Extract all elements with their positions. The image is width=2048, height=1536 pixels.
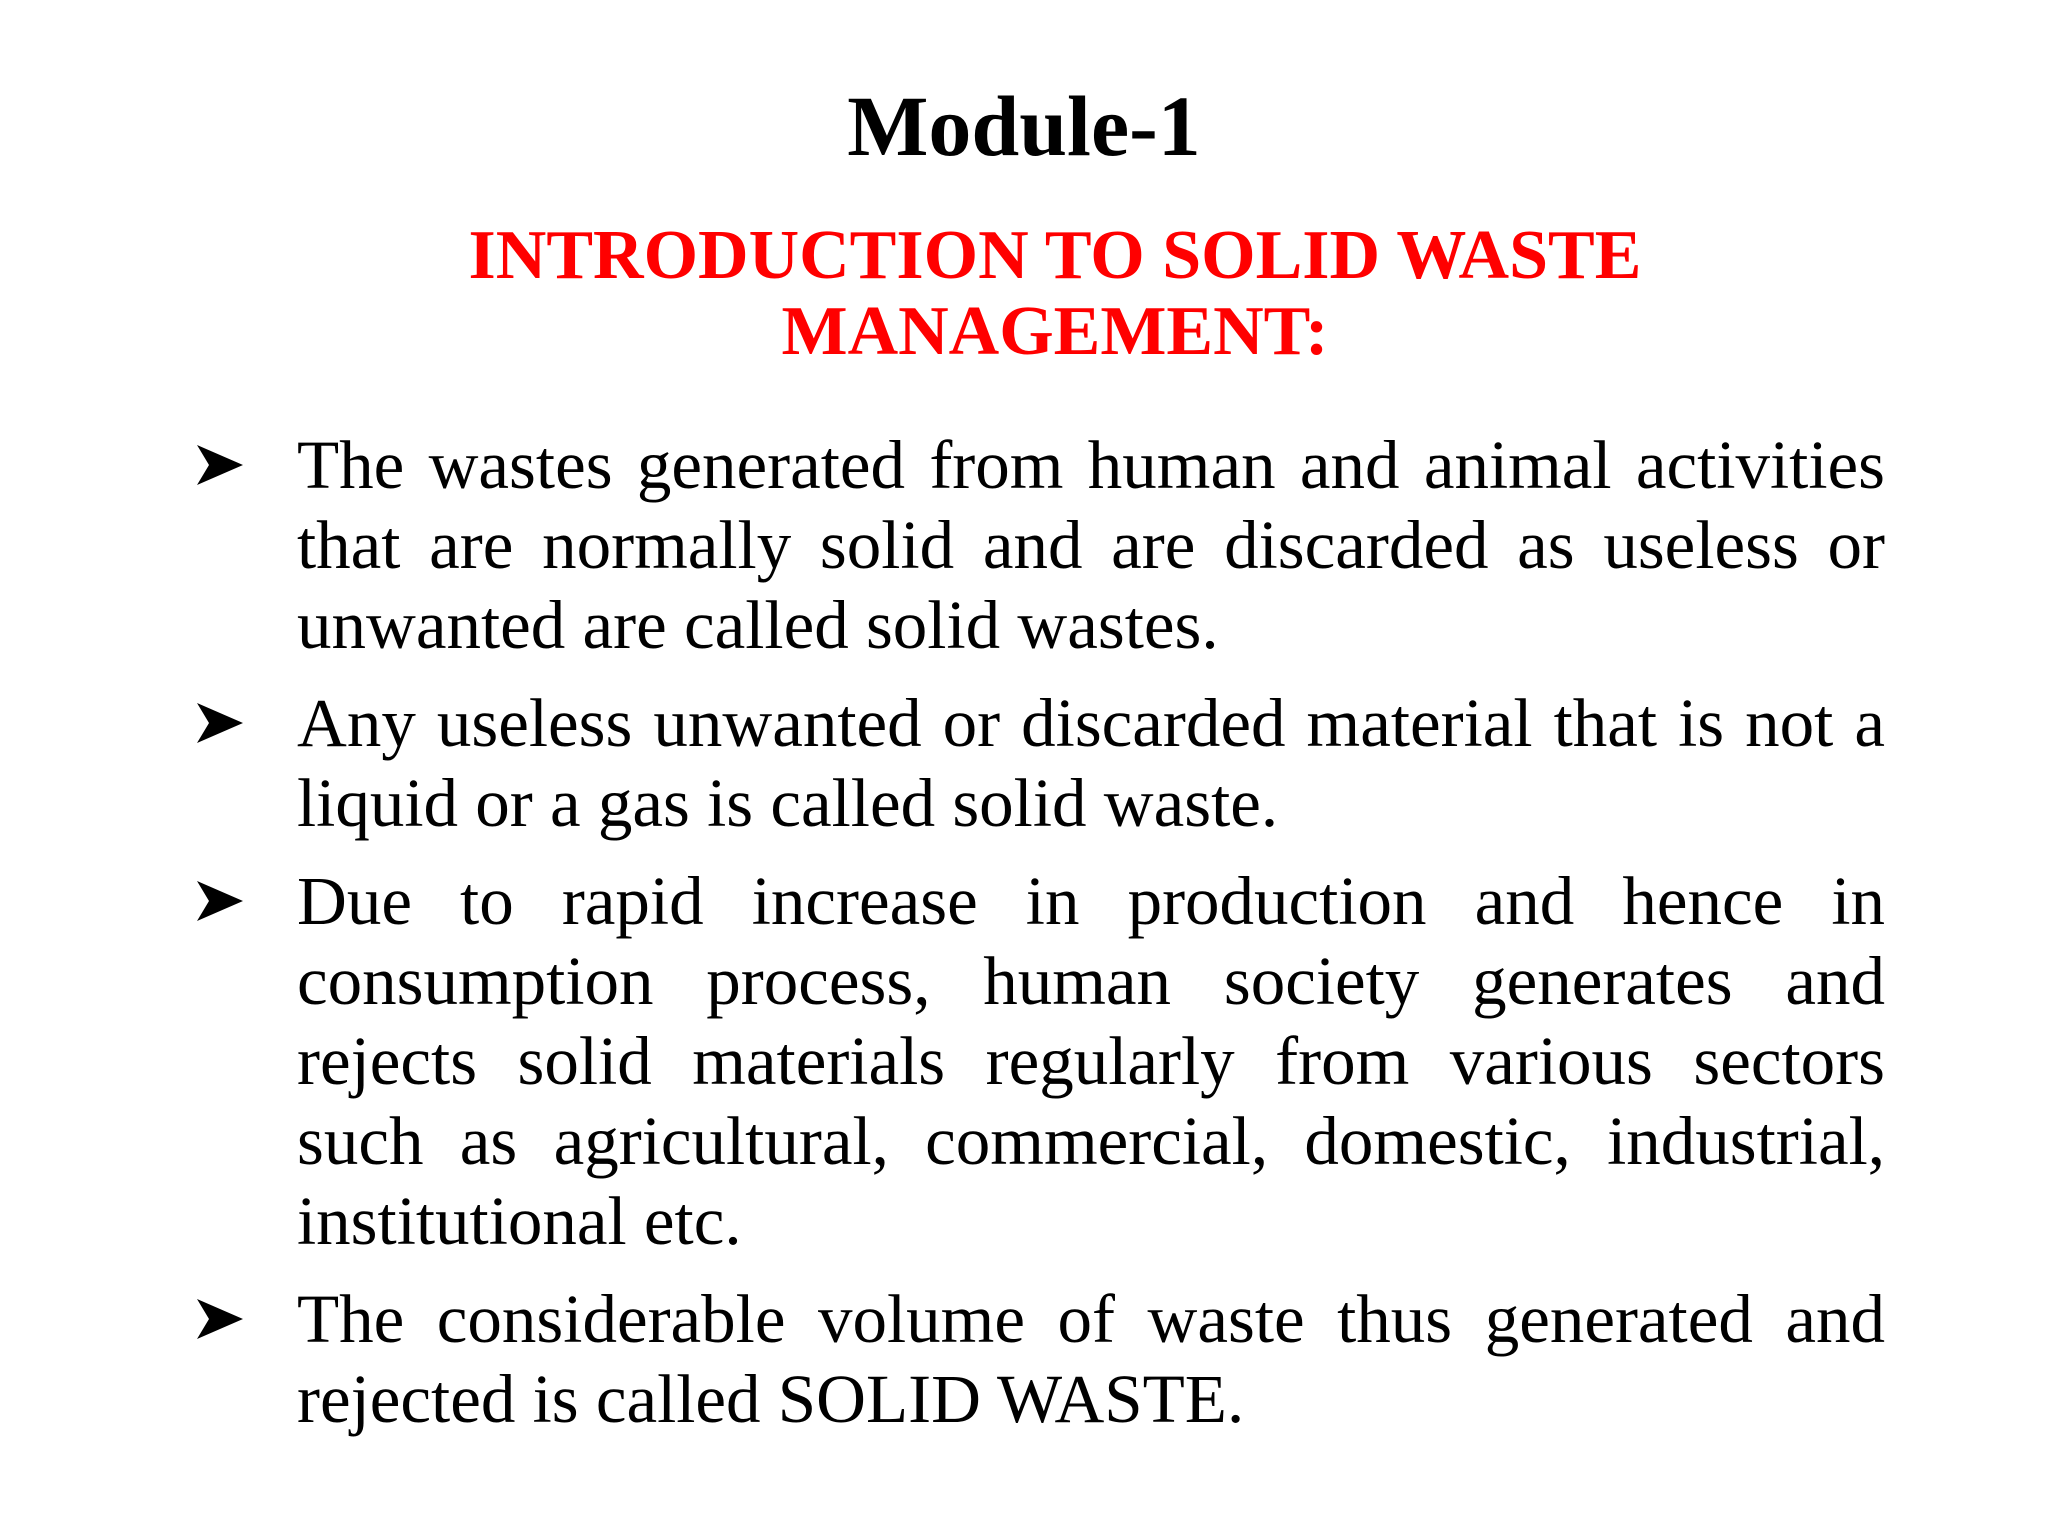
arrow-bullet-icon (195, 1297, 245, 1341)
bullet-item (195, 1279, 1885, 1439)
bullet-text: Any useless unwanted or discarded material that is not a liquid or a gas is called solid waste. (297, 685, 1885, 841)
bullet-item (195, 425, 1885, 665)
bullet-text: The wastes generated from human and animal activities that are normally solid and are discarded as useless or unwanted are called solid wastes. (297, 427, 1885, 663)
bullet-text: Due to rapid increase in production and hence in consumption process, human society generates and rejects solid materials regularly from various sectors such as agricultural, commercial, domestic, industrial, institutional etc. (297, 863, 1885, 1259)
bullet-item (195, 683, 1885, 843)
bullet-item (195, 861, 1885, 1261)
subtitle-line-2: MANAGEMENT: (781, 293, 1329, 370)
module-title: Module-1 (847, 78, 1201, 174)
bullet-list (195, 425, 1885, 1457)
subtitle-line-1: INTRODUCTION TO SOLID WASTE (468, 217, 1642, 294)
bullet-text: The considerable volume of waste thus generated and rejected is called SOLID WASTE. (297, 1281, 1885, 1437)
arrow-bullet-icon (195, 879, 245, 923)
arrow-bullet-icon (195, 443, 245, 487)
arrow-bullet-icon (195, 701, 245, 745)
slide-subtitle (390, 218, 1720, 370)
